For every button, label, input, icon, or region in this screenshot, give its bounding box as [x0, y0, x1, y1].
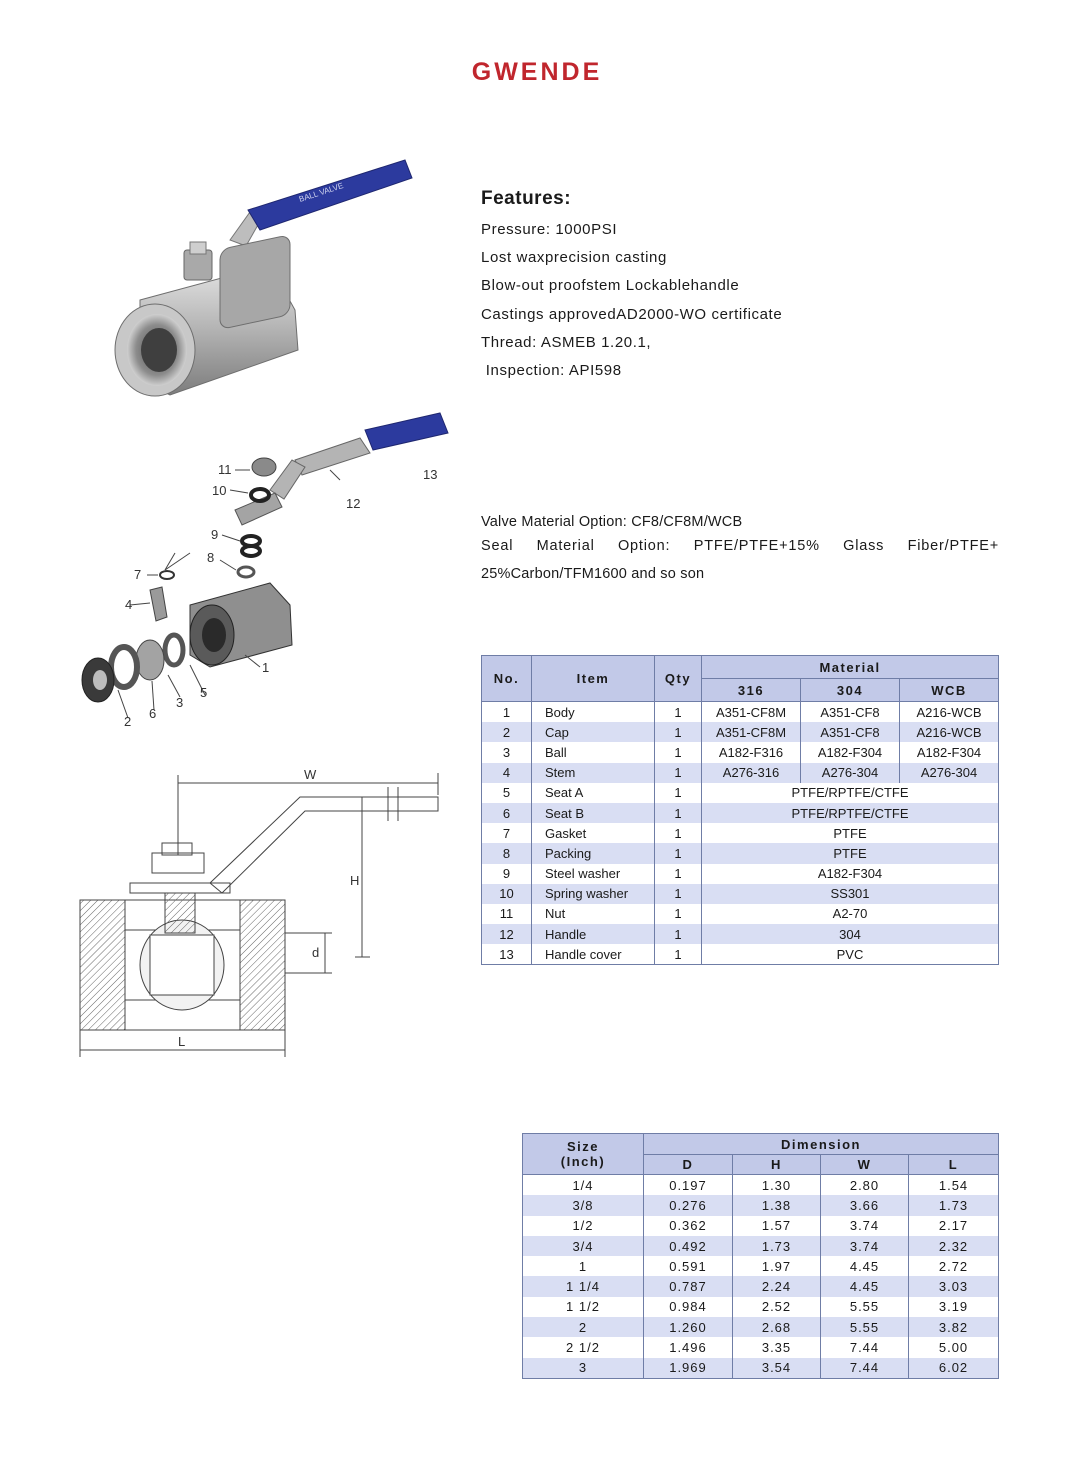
header-wcb: WCB [900, 679, 999, 702]
cell-qty: 1 [655, 702, 702, 723]
cell-size: 1/2 [523, 1216, 644, 1236]
cell-w: 5.55 [821, 1297, 909, 1317]
cell-304: A182-F304 [801, 742, 900, 762]
cell-w: 4.45 [821, 1256, 909, 1276]
callout-6: 6 [149, 706, 157, 721]
table-row [482, 722, 999, 742]
valve-material-option: Valve Material Option: CF8/CF8M/WCB [481, 514, 743, 530]
cell-qty: 1 [655, 944, 702, 965]
cell-no: 5 [482, 783, 532, 803]
cell-material: A182-F304 [702, 864, 999, 884]
table-row [482, 823, 999, 843]
section-drawing [70, 765, 450, 1065]
cell-l: 2.72 [909, 1256, 999, 1276]
material-table [481, 655, 999, 965]
dim-h-label: H [350, 873, 360, 888]
cell-wcb: A182-F304 [900, 742, 999, 762]
cell-d: 0.197 [644, 1175, 733, 1196]
cell-l: 3.19 [909, 1297, 999, 1317]
header-316: 316 [702, 679, 801, 702]
cell-size: 2 1/2 [523, 1337, 644, 1357]
feature-item: Thread: ASMEB 1.20.1, [481, 333, 652, 351]
cell-qty: 1 [655, 742, 702, 762]
header-size-line1: Size [566, 1139, 599, 1154]
cell-w: 7.44 [821, 1337, 909, 1357]
dimension-table [522, 1133, 999, 1379]
feature-item: Inspection: API598 [481, 361, 622, 379]
header-qty: Qty [655, 656, 702, 702]
table-row [523, 1317, 999, 1337]
cell-316: A276-316 [702, 763, 801, 783]
dim-l-label: L [178, 1034, 186, 1049]
header-l: L [909, 1155, 999, 1175]
cell-w: 3.74 [821, 1216, 909, 1236]
cell-h: 1.30 [733, 1175, 821, 1196]
cell-h: 2.52 [733, 1297, 821, 1317]
callout-1: 1 [262, 660, 270, 675]
cell-no: 6 [482, 803, 532, 823]
table-row [523, 1276, 999, 1296]
cell-d: 1.496 [644, 1337, 733, 1357]
cell-304: A276-304 [801, 763, 900, 783]
feature-item: Pressure: 1000PSI [481, 221, 618, 238]
header-d: D [644, 1155, 733, 1175]
cell-qty: 1 [655, 924, 702, 944]
cell-size: 1/4 [523, 1175, 644, 1196]
cell-w: 7.44 [821, 1358, 909, 1379]
cell-d: 0.984 [644, 1297, 733, 1317]
cell-d: 0.787 [644, 1276, 733, 1296]
cell-h: 3.54 [733, 1358, 821, 1379]
dim-w-label: W [304, 767, 317, 782]
cell-no: 8 [482, 843, 532, 863]
table-row [482, 763, 999, 783]
cell-w: 3.74 [821, 1236, 909, 1256]
cell-h: 1.57 [733, 1216, 821, 1236]
cell-item: Ball [532, 742, 655, 762]
cell-item: Body [532, 702, 655, 723]
cell-material: PTFE/RPTFE/CTFE [702, 783, 999, 803]
cell-l: 2.17 [909, 1216, 999, 1236]
cell-d: 0.362 [644, 1216, 733, 1236]
feature-item: Blow-out proofstem Lockablehandle [481, 277, 740, 295]
cell-item: Spring washer [532, 884, 655, 904]
cell-size: 3 [523, 1358, 644, 1379]
cell-no: 4 [482, 763, 532, 783]
table-row [482, 843, 999, 863]
cell-material: PTFE [702, 843, 999, 863]
cell-wcb: A216-WCB [900, 722, 999, 742]
handle-label: BALL VALVE [297, 181, 345, 204]
dim-d-label: d [312, 945, 320, 960]
header-no: No. [482, 656, 532, 702]
features-title: Features: [481, 188, 572, 209]
cell-h: 1.97 [733, 1256, 821, 1276]
table-row [523, 1236, 999, 1256]
cell-item: Handle [532, 924, 655, 944]
cell-qty: 1 [655, 864, 702, 884]
cell-size: 1 1/2 [523, 1297, 644, 1317]
table-row [482, 702, 999, 723]
cell-material: PTFE [702, 823, 999, 843]
exploded-view-diagram [70, 405, 460, 735]
seal-material-option: Seal Material Option: PTFE/PTFE+15% Glass Fiber/PTFE+ [481, 538, 999, 554]
cell-qty: 1 [655, 803, 702, 823]
cell-316: A182-F316 [702, 742, 801, 762]
cell-l: 5.00 [909, 1337, 999, 1357]
cell-qty: 1 [655, 783, 702, 803]
feature-item: Lost waxprecision casting [481, 249, 667, 267]
cell-size: 2 [523, 1317, 644, 1337]
feature-item: Castings approvedAD2000-WO certificate [481, 305, 783, 323]
callout-9: 9 [211, 527, 219, 542]
cell-qty: 1 [655, 823, 702, 843]
cell-no: 9 [482, 864, 532, 884]
cell-item: Nut [532, 904, 655, 924]
callout-4: 4 [125, 597, 133, 612]
cell-item: Seat A [532, 783, 655, 803]
cell-no: 2 [482, 722, 532, 742]
header-w: W [821, 1155, 909, 1175]
cell-qty: 1 [655, 722, 702, 742]
cell-h: 3.35 [733, 1337, 821, 1357]
callout-12: 12 [346, 496, 361, 511]
cell-item: Seat B [532, 803, 655, 823]
cell-d: 1.969 [644, 1358, 733, 1379]
callout-8: 8 [207, 550, 215, 565]
cell-material: PTFE/RPTFE/CTFE [702, 803, 999, 823]
callout-7: 7 [134, 567, 142, 582]
cell-h: 1.38 [733, 1195, 821, 1215]
header-item: Item [532, 656, 655, 702]
cell-d: 0.591 [644, 1256, 733, 1276]
cell-item: Packing [532, 843, 655, 863]
cell-wcb: A276-304 [900, 763, 999, 783]
cell-size: 3/4 [523, 1236, 644, 1256]
cell-material: 304 [702, 924, 999, 944]
cell-material: A2-70 [702, 904, 999, 924]
cell-304: A351-CF8 [801, 702, 900, 723]
brand-logo: GWENDE [471, 58, 603, 86]
table-row [482, 884, 999, 904]
cell-item: Handle cover [532, 944, 655, 965]
product-photo [100, 150, 430, 410]
table-row [523, 1195, 999, 1215]
cell-l: 1.73 [909, 1195, 999, 1215]
cell-no: 1 [482, 702, 532, 723]
table-row [523, 1175, 999, 1196]
cell-l: 3.82 [909, 1317, 999, 1337]
cell-qty: 1 [655, 884, 702, 904]
cell-h: 2.24 [733, 1276, 821, 1296]
seal-material-option-continued: 25%Carbon/TFM1600 and so son [481, 566, 705, 582]
cell-w: 4.45 [821, 1276, 909, 1296]
table-row [523, 1358, 999, 1379]
features-list [481, 220, 782, 389]
cell-l: 1.54 [909, 1175, 999, 1196]
cell-no: 12 [482, 924, 532, 944]
cell-size: 1 [523, 1256, 644, 1276]
cell-size: 1 1/4 [523, 1276, 644, 1296]
table-row [482, 864, 999, 884]
cell-material: SS301 [702, 884, 999, 904]
cell-d: 0.276 [644, 1195, 733, 1215]
cell-l: 3.03 [909, 1276, 999, 1296]
callout-10: 10 [212, 483, 227, 498]
cell-w: 5.55 [821, 1317, 909, 1337]
table-row [523, 1297, 999, 1317]
cell-d: 1.260 [644, 1317, 733, 1337]
cell-no: 7 [482, 823, 532, 843]
callout-11: 11 [218, 462, 232, 477]
cell-qty: 1 [655, 763, 702, 783]
table-row [482, 904, 999, 924]
cell-w: 3.66 [821, 1195, 909, 1215]
header-material: Material [702, 656, 999, 679]
callout-13: 13 [423, 467, 438, 482]
cell-no: 11 [482, 904, 532, 924]
table-row [482, 742, 999, 762]
cell-h: 1.73 [733, 1236, 821, 1256]
header-dimension: Dimension [644, 1134, 999, 1155]
cell-material: PVC [702, 944, 999, 965]
cell-wcb: A216-WCB [900, 702, 999, 723]
cell-no: 13 [482, 944, 532, 965]
cell-item: Gasket [532, 823, 655, 843]
table-row [523, 1337, 999, 1357]
cell-316: A351-CF8M [702, 722, 801, 742]
cell-no: 10 [482, 884, 532, 904]
cell-l: 2.32 [909, 1236, 999, 1256]
cell-no: 3 [482, 742, 532, 762]
cell-w: 2.80 [821, 1175, 909, 1196]
cell-size: 3/8 [523, 1195, 644, 1215]
table-row [482, 803, 999, 823]
header-size [523, 1134, 644, 1175]
cell-304: A351-CF8 [801, 722, 900, 742]
table-row [523, 1216, 999, 1236]
cell-qty: 1 [655, 843, 702, 863]
table-row [482, 924, 999, 944]
table-row [482, 783, 999, 803]
cell-qty: 1 [655, 904, 702, 924]
cell-l: 6.02 [909, 1358, 999, 1379]
callout-3: 3 [176, 695, 184, 710]
cell-item: Steel washer [532, 864, 655, 884]
cell-item: Cap [532, 722, 655, 742]
cell-316: A351-CF8M [702, 702, 801, 723]
cell-h: 2.68 [733, 1317, 821, 1337]
header-304: 304 [801, 679, 900, 702]
header-size-line2: (Inch) [560, 1154, 606, 1169]
header-h: H [733, 1155, 821, 1175]
table-row [482, 944, 999, 965]
table-row [523, 1256, 999, 1276]
cell-d: 0.492 [644, 1236, 733, 1256]
callout-5: 5 [200, 685, 208, 700]
callout-2: 2 [124, 714, 132, 729]
cell-item: Stem [532, 763, 655, 783]
